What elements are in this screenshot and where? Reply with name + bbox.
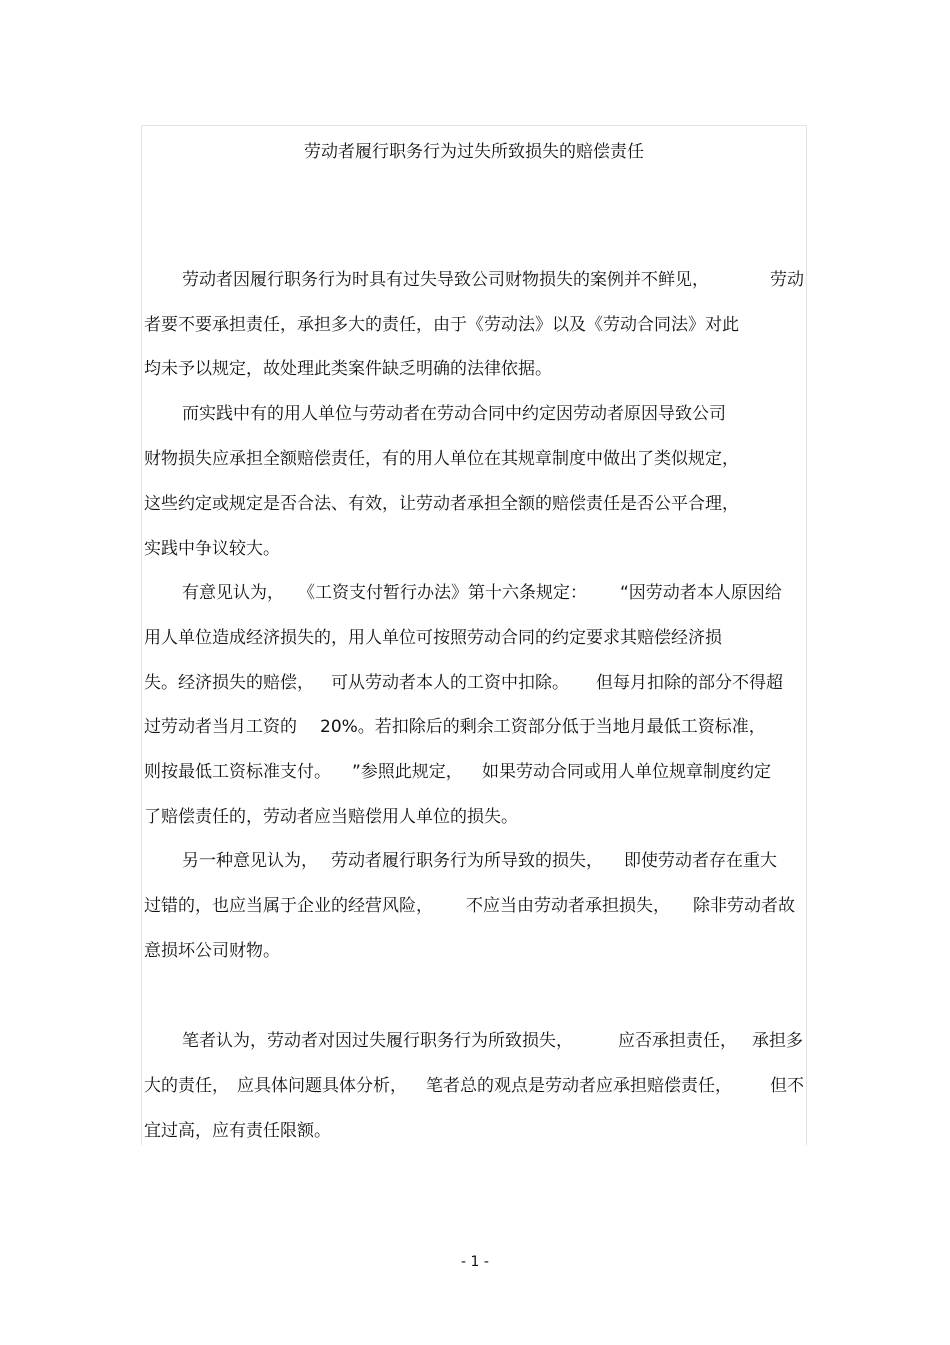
text-line: 如果劳动合同或用人单位规章制度约定 <box>482 762 771 782</box>
text-line: 不应当由劳动者承担损失， <box>466 896 670 916</box>
text-line: ”参照此规定， <box>352 762 463 782</box>
text-line: 这些约定或规定是否合法、有效，让劳动者承担全额的赔偿责任是否公平合理， <box>144 494 739 514</box>
text-line: 可从劳动者本人的工资中扣除。 <box>331 673 569 693</box>
text-line: 笔者认为，劳动者对因过失履行职务行为所致损失， <box>182 1031 573 1051</box>
text-line: 者要不要承担责任，承担多大的责任，由于《劳动法》以及《劳动合同法》对此 <box>144 315 739 335</box>
text-line: 有意见认为， <box>182 583 284 603</box>
text-line: 宜过高，应有责任限额。 <box>144 1121 331 1141</box>
text-line: 财物损失应承担全额赔偿责任，有的用人单位在其规章制度中做出了类似规定， <box>144 449 739 469</box>
text-line: 而实践中有的用人单位与劳动者在劳动合同中约定因劳动者原因导致公司 <box>182 404 726 424</box>
text-line: 了赔偿责任的，劳动者应当赔偿用人单位的损失。 <box>144 807 518 827</box>
text-line: 但每月扣除的部分不得超 <box>596 673 783 693</box>
text-line: 则按最低工资标准支付。 <box>144 762 331 782</box>
text-line: 应否承担责任， <box>618 1031 737 1051</box>
text-line: 20%。若扣除后的剩余工资部分低于当地月最低工资标准， <box>320 717 766 737</box>
text-line: 失。经济损失的赔偿， <box>144 673 314 693</box>
text-line: 均未予以规定，故处理此类案件缺乏明确的法律依据。 <box>144 359 552 379</box>
text-line: 应具体问题具体分析， <box>237 1076 407 1096</box>
text-line: 大的责任， <box>144 1076 229 1096</box>
text-line: 笔者总的观点是劳动者应承担赔偿责任， <box>426 1076 732 1096</box>
document-title: 劳动者履行职务行为过失所致损失的赔偿责任 <box>304 142 644 162</box>
text-line: 意损坏公司财物。 <box>144 941 280 961</box>
text-line: 但不 <box>770 1076 804 1096</box>
text-line: 过劳动者当月工资的 <box>144 717 297 737</box>
text-line: 用人单位造成经济损失的，用人单位可按照劳动合同的约定要求其赔偿经济损 <box>144 628 722 648</box>
text-line: 除非劳动者故 <box>693 896 795 916</box>
text-line: “因劳动者本人原因给 <box>620 583 782 603</box>
text-line: 即使劳动者存在重大 <box>624 851 777 871</box>
text-line: 过错的，也应当属于企业的经营风险， <box>144 896 433 916</box>
text-line: 实践中争议较大。 <box>144 539 280 559</box>
text-line: 劳动者履行职务行为所导致的损失， <box>331 851 603 871</box>
text-line: 承担多 <box>752 1031 803 1051</box>
text-line: 劳动 <box>770 270 804 290</box>
text-line: 《工资支付暂行办法》第十六条规定： <box>298 583 587 603</box>
text-line: 另一种意见认为， <box>182 851 318 871</box>
page-number: - 1 - <box>461 1254 489 1270</box>
text-line: 劳动者因履行职务行为时具有过失导致公司财物损失的案例并不鲜见， <box>182 270 709 290</box>
